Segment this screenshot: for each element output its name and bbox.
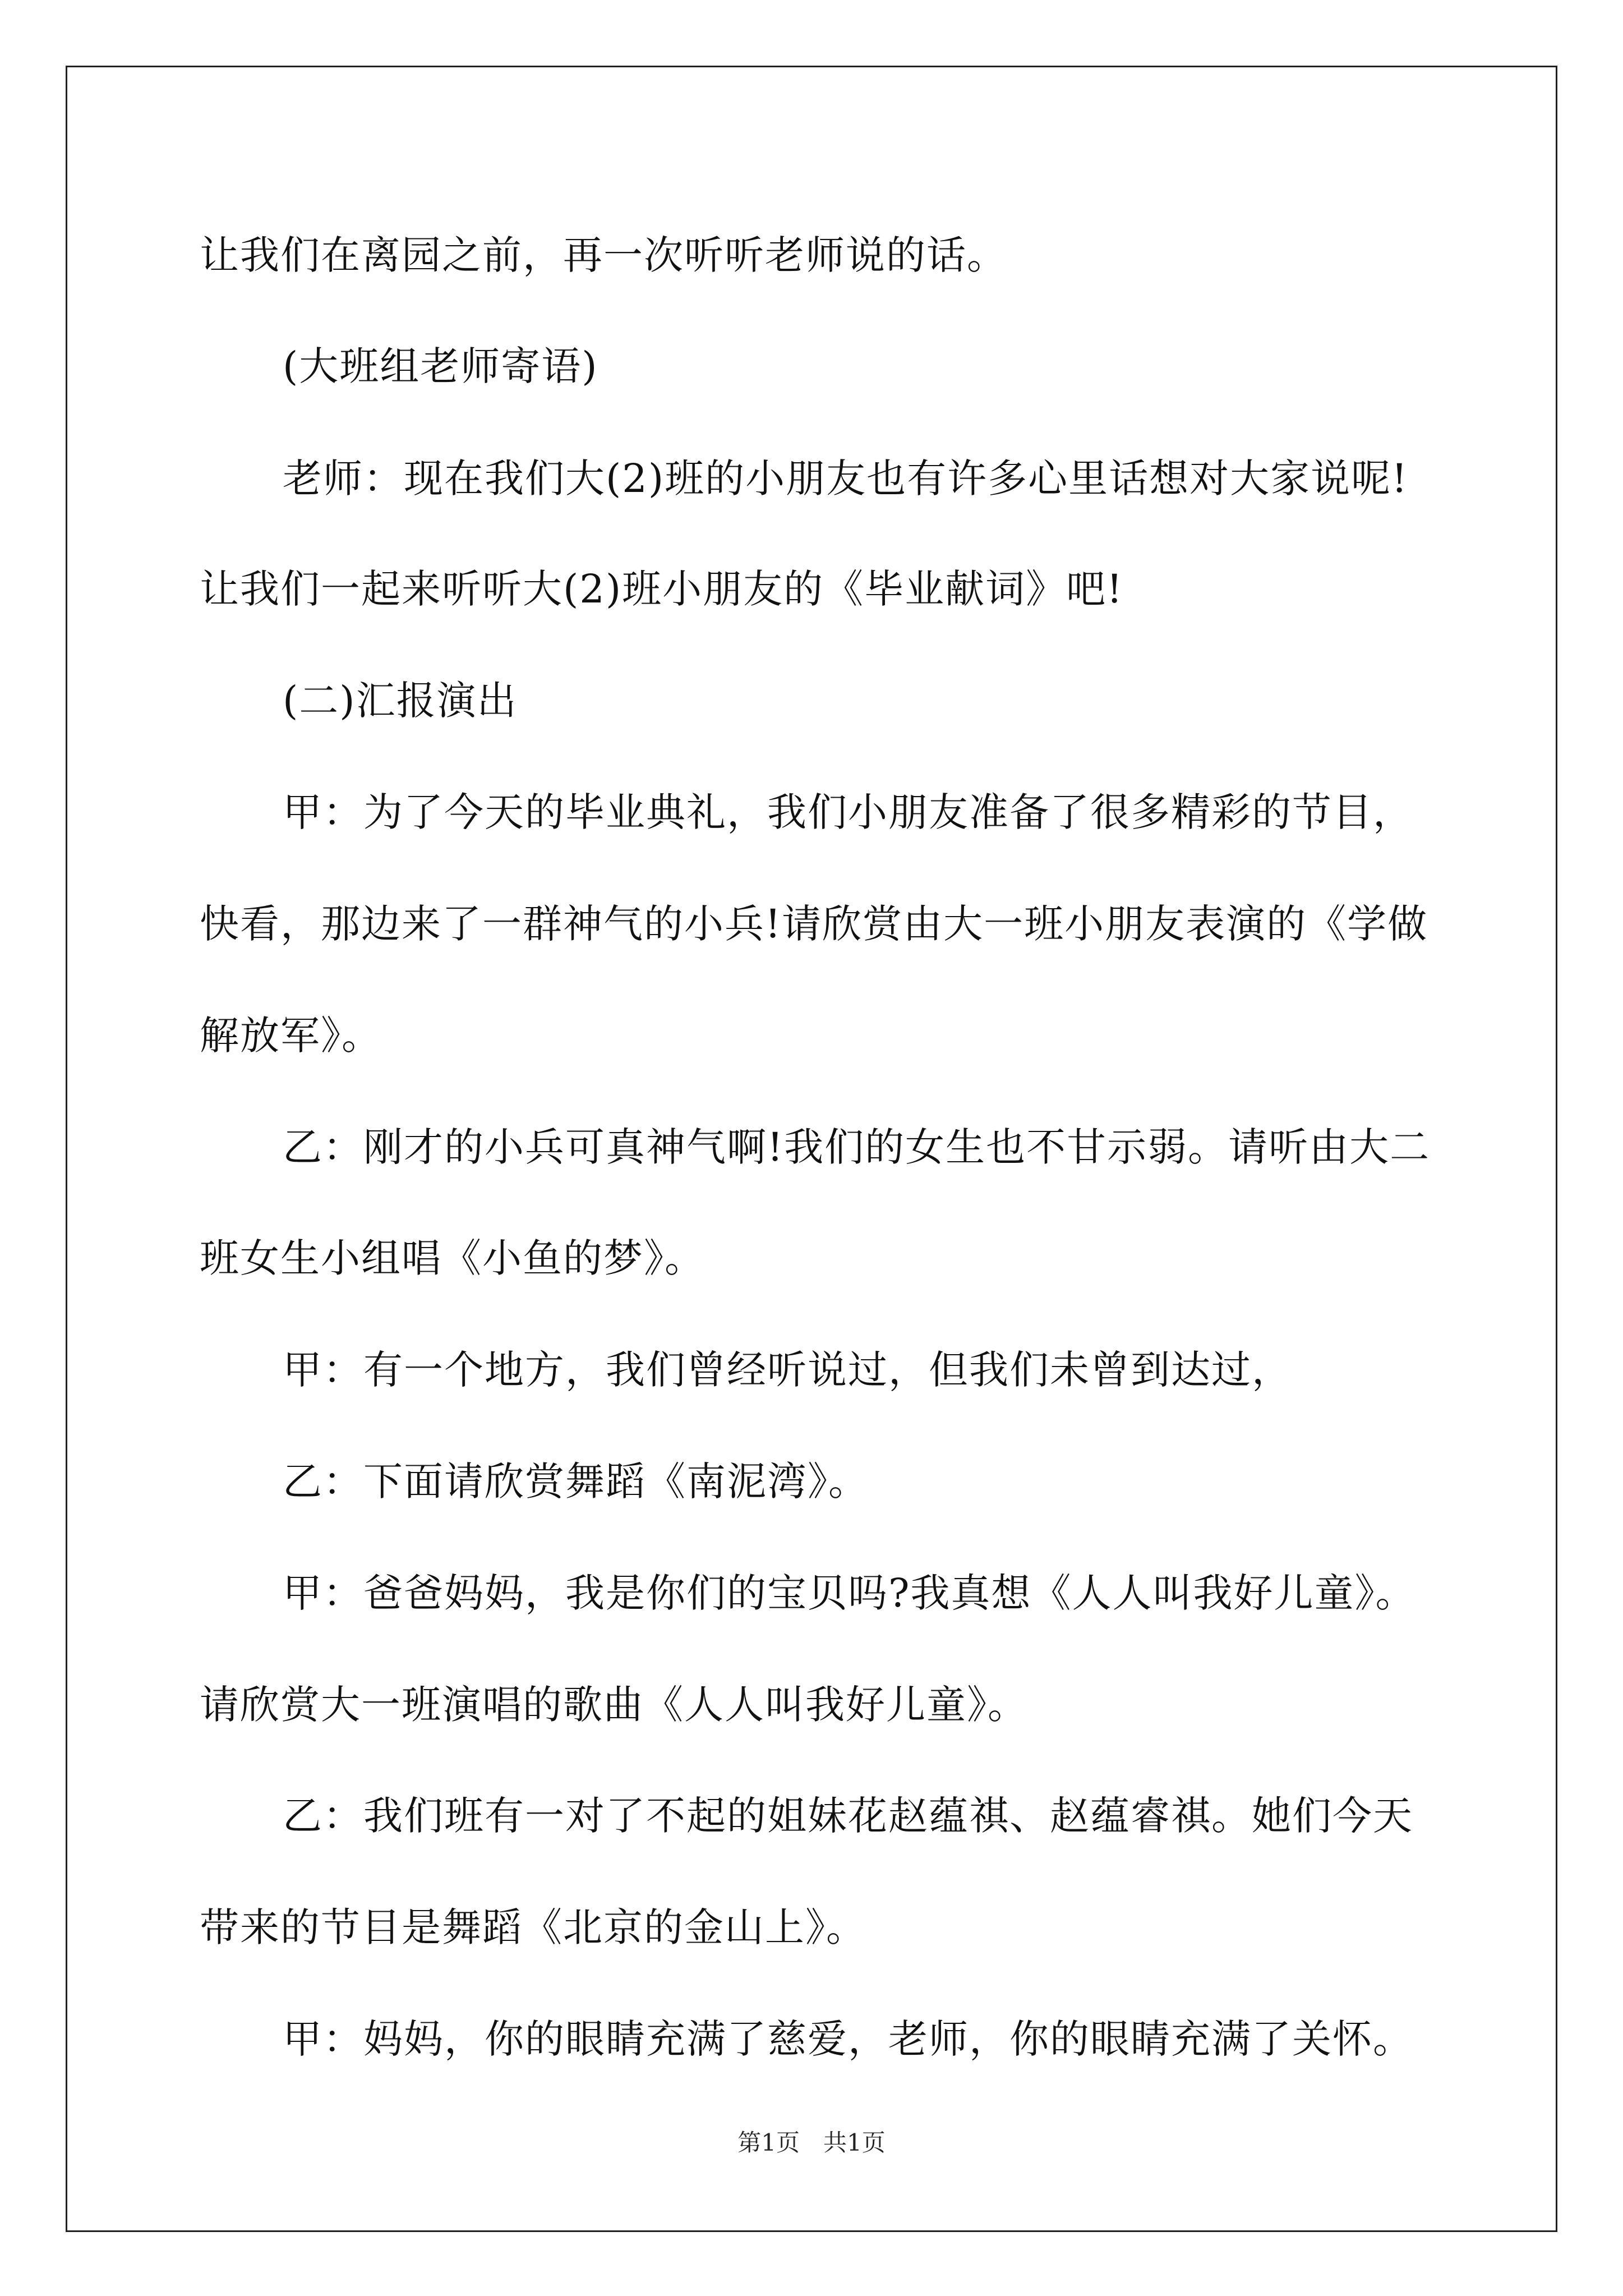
text-line: 快看，那边来了一群神气的小兵!请欣赏由大一班小朋友表演的《学做 <box>200 901 1428 947</box>
text-line: 乙：我们班有一对了不起的姐妹花赵蕴祺、赵蕴睿祺。她们今天 <box>283 1793 1413 1839</box>
text-line: 甲：爸爸妈妈，我是你们的宝贝吗?我真想《人人叫我好儿童》。 <box>283 1570 1416 1616</box>
text-line: 甲：有一个地方，我们曾经听说过，但我们未曾到达过， <box>283 1347 1292 1393</box>
text-line: 解放军》。 <box>200 1013 382 1059</box>
text-line: 乙：下面请欣赏舞蹈《南泥湾》。 <box>283 1458 869 1504</box>
text-line: 班女生小组唱《小鱼的梦》。 <box>200 1235 705 1281</box>
text-line: 甲：妈妈，你的眼睛充满了慈爱，老师，你的眼睛充满了关怀。 <box>283 2016 1413 2062</box>
text-line: 甲：为了今天的毕业典礼，我们小朋友准备了很多精彩的节目， <box>283 789 1413 835</box>
text-line: 老师：现在我们大(2)班的小朋友也有许多心里话想对大家说呢! <box>283 455 1409 501</box>
page-number: 第1页 共1页 <box>737 2129 886 2156</box>
text-line: 让我们一起来听听大(2)班小朋友的《毕业献词》吧! <box>200 566 1124 612</box>
text-line: (大班组老师寄语) <box>283 343 598 389</box>
text-line: 带来的节目是舞蹈《北京的金山上》。 <box>200 1904 866 1950</box>
text-line: 请欣赏大一班演唱的歌曲《人人叫我好儿童》。 <box>200 1682 1028 1728</box>
section-heading: (二)汇报演出 <box>283 678 518 724</box>
text-line: 乙：刚才的小兵可真神气啊!我们的女生也不甘示弱。请听由大二 <box>283 1124 1431 1170</box>
text-line: 让我们在离园之前，再一次听听老师说的话。 <box>200 232 1007 278</box>
